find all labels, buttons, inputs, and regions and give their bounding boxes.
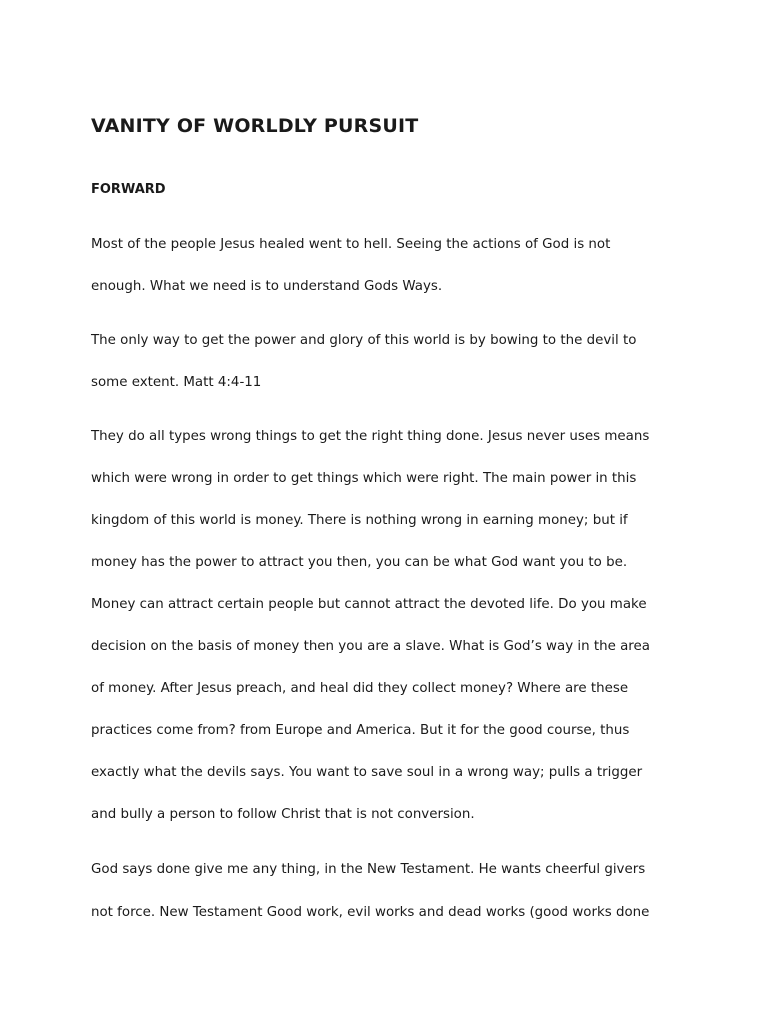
body-text-line: some extent. Matt 4:4-11 bbox=[91, 375, 262, 390]
body-text-line: The only way to get the power and glory of this world is by bowing to the devil to bbox=[91, 333, 637, 348]
body-text-line: money has the power to attract you then, you can be what God want you to be. bbox=[91, 555, 628, 570]
body-text-line: Money can attract certain people but cannot attract the devoted life. Do you make bbox=[91, 597, 647, 612]
body-text-line: Most of the people Jesus healed went to hell. Seeing the actions of God is not bbox=[91, 237, 611, 252]
body-text-line: They do all types wrong things to get the right thing done. Jesus never uses means bbox=[91, 429, 650, 444]
body-text-line: practices come from? from Europe and America. But it for the good course, thus bbox=[91, 723, 630, 738]
body-text-line: enough. What we need is to understand Gods Ways. bbox=[91, 279, 443, 294]
body-text-line: which were wrong in order to get things which were right. The main power in this bbox=[91, 471, 637, 486]
body-text-line: exactly what the devils says. You want to save soul in a wrong way; pulls a trigger bbox=[91, 765, 643, 780]
body-text-line: not force. New Testament Good work, evil works and dead works (good works done bbox=[91, 905, 650, 920]
body-text-line: of money. After Jesus preach, and heal did they collect money? Where are these bbox=[91, 681, 629, 696]
section-heading-forward: FORWARD bbox=[91, 182, 166, 197]
body-text-line: and bully a person to follow Christ that is not conversion. bbox=[91, 807, 475, 822]
document-title: VANITY OF WORLDLY PURSUIT bbox=[91, 115, 419, 137]
body-text-line: God says done give me any thing, in the New Testament. He wants cheerful givers bbox=[91, 862, 646, 877]
body-text-line: kingdom of this world is money. There is nothing wrong in earning money; but if bbox=[91, 513, 628, 528]
body-text-line: decision on the basis of money then you are a slave. What is God’s way in the area bbox=[91, 639, 650, 654]
